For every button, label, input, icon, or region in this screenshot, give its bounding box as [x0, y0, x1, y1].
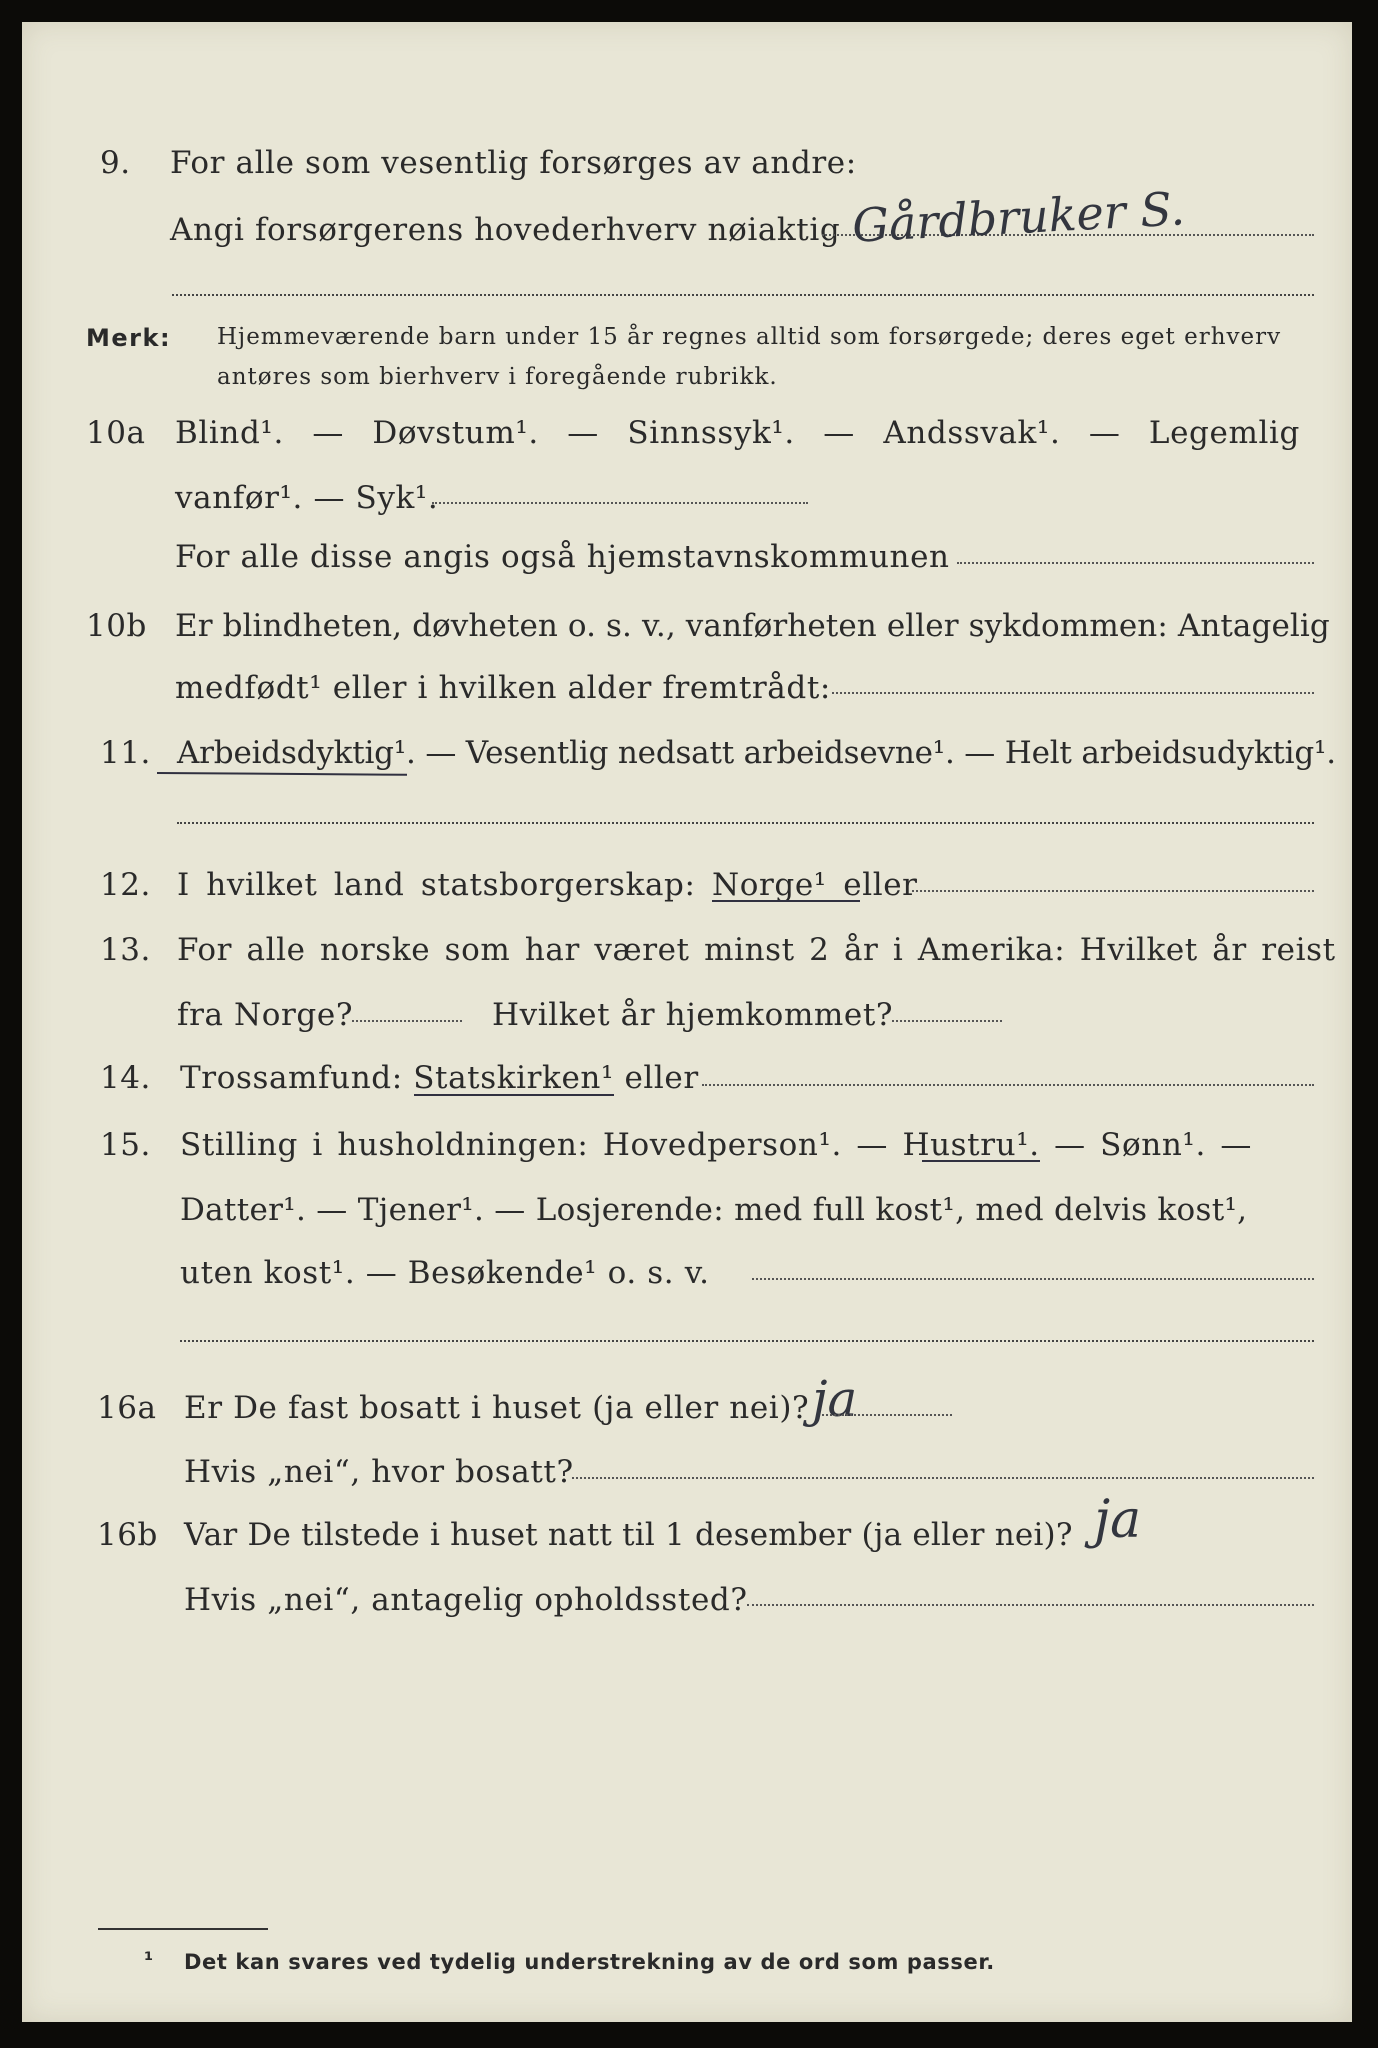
answer-line — [432, 502, 808, 504]
answer-line — [752, 1278, 1314, 1280]
question-number: 10a — [86, 415, 146, 451]
answer-line — [912, 890, 1314, 892]
handwritten-answer[interactable]: ja — [1094, 1490, 1142, 1550]
question-text: vanfør¹. — Syk¹. — [175, 480, 439, 516]
question-text: Datter¹. — Tjener¹. — Losjerende: med full kost¹, med delvis kost¹, — [180, 1192, 1248, 1228]
question-text: Er blindheten, døvheten o. s. v., vanførheten eller sykdommen: Antagelig — [175, 608, 1330, 644]
question-number: 13. — [100, 932, 151, 968]
question-number: 12. — [100, 867, 151, 903]
question-text: I hvilket land statsborgerskap: Norge¹ eller — [177, 867, 918, 903]
question-text: Hvilket år hjemkommet? — [492, 997, 894, 1033]
question-text: For alle som vesentlig forsørges av andre: — [170, 145, 857, 181]
census-form-page — [22, 22, 1352, 2022]
footnote-divider — [98, 1928, 268, 1930]
footnote-mark: ¹ — [144, 1948, 154, 1972]
question-text: medfødt¹ eller i hvilken alder fremtrådt: — [175, 670, 831, 706]
question-text: Er De fast bosatt i huset (ja eller nei)? — [184, 1390, 810, 1426]
note-text: Hjemmeværende barn under 15 år regnes alltid som forsørgede; deres eget erhverv — [217, 324, 1282, 350]
question-text: fra Norge? — [177, 997, 354, 1033]
question-number: 9. — [100, 145, 131, 181]
question-text: For alle disse angis også hjemstavnskommunen — [175, 539, 950, 575]
question-number: 16a — [97, 1390, 157, 1426]
note-text: antøres som bierhverv i foregående rubrikk. — [217, 364, 778, 390]
question-text: uten kost¹. — Besøkende¹ o. s. v. — [180, 1255, 710, 1291]
question-number: 16b — [97, 1517, 158, 1553]
handwritten-underline[interactable] — [712, 900, 860, 902]
question-text: Trossamfund: Statskirken¹ eller — [180, 1060, 699, 1096]
answer-line — [822, 1414, 952, 1416]
answer-line — [832, 692, 1314, 694]
answer-line — [177, 822, 1314, 824]
question-text: Hvis „nei“, antagelig opholdssted? — [184, 1582, 748, 1618]
answer-line — [892, 1020, 1002, 1022]
answer-line — [747, 1604, 1314, 1606]
question-number: 14. — [100, 1060, 151, 1096]
note-label: Merk: — [86, 324, 172, 352]
answer-line — [702, 1084, 1314, 1086]
handwritten-underline[interactable] — [157, 772, 407, 776]
answer-line — [172, 294, 1314, 296]
question-number: 10b — [86, 608, 147, 644]
question-text: Stilling i husholdningen: Hovedperson¹. — Hustru¹. — Sønn¹. — — [180, 1127, 1252, 1163]
answer-line — [180, 1340, 1314, 1342]
answer-line — [957, 562, 1314, 564]
question-text: Blind¹. — Døvstum¹. — Sinnssyk¹. — Andssvak¹. — Legemlig — [175, 415, 1300, 451]
answer-line — [352, 1020, 462, 1022]
handwritten-answer[interactable]: ja — [812, 1370, 858, 1428]
question-text: Arbeidsdyktig¹. — Vesentlig nedsatt arbeidsevne¹. — Helt arbeidsudyktig¹. — [177, 735, 1336, 771]
handwritten-underline[interactable] — [414, 1094, 614, 1096]
question-number: 15. — [100, 1127, 151, 1163]
answer-line — [572, 1477, 1314, 1479]
question-text: Angi forsørgerens hovederhverv nøiaktig — [170, 212, 841, 248]
question-text: Var De tilstede i huset natt til 1 desember (ja eller nei)? — [184, 1517, 1073, 1553]
question-number: 11. — [100, 735, 151, 771]
question-text: For alle norske som har været minst 2 år i Amerika: Hvilket år reist — [177, 932, 1336, 968]
footnote-text: Det kan svares ved tydelig understrekning av de ord som passer. — [184, 1950, 995, 1974]
question-text: Hvis „nei“, hvor bosatt? — [184, 1454, 574, 1490]
handwritten-answer[interactable]: Gårdbruker S. — [850, 181, 1187, 253]
handwritten-underline[interactable] — [922, 1160, 1040, 1162]
